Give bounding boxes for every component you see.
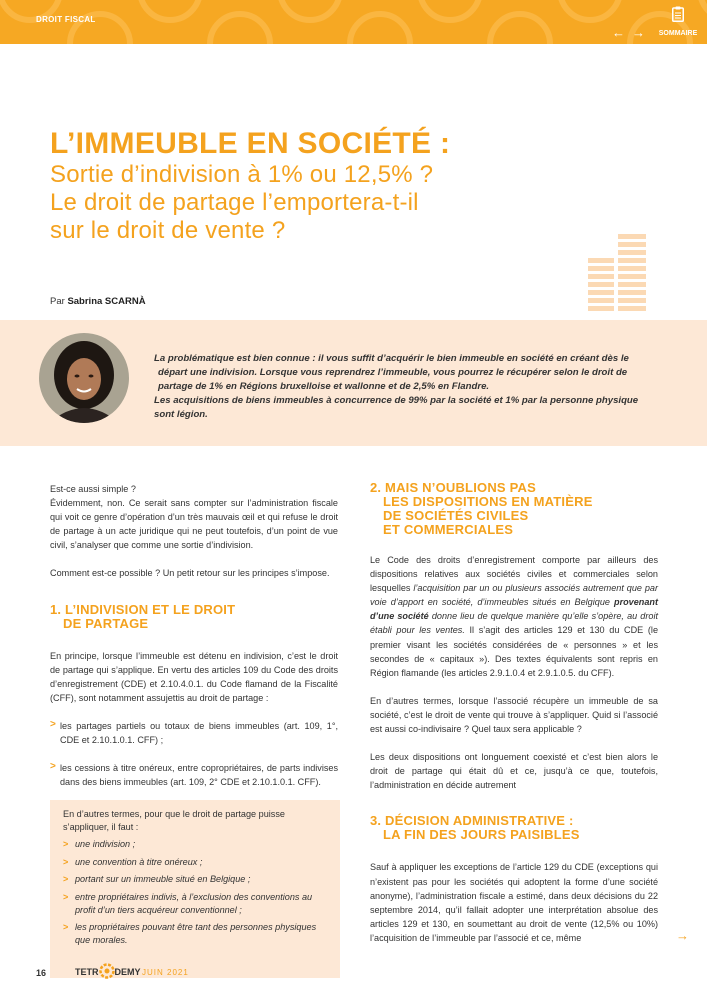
box-item-text: portant sur un immeuble situé en Belgique ;: [75, 874, 251, 885]
issue-date: JUIN 2021: [142, 968, 189, 977]
box-item: [63, 856, 328, 869]
section-heading-3: [370, 814, 658, 842]
section-heading-1: [50, 603, 338, 631]
clipboard-icon: [672, 6, 684, 22]
box-item-text: une convention à titre onéreux ;: [75, 856, 203, 867]
title-sub-line-2: Le droit de partage l’emportera-t-il: [50, 189, 419, 216]
intro-line-2: départ une indivision. Lorsque vous reprendrez l’immeuble, vous pourrez le récupérer selon le droit de: [158, 367, 628, 378]
sommaire-label: SOMMAIRE: [658, 30, 698, 37]
logo-text-right: DEMY: [114, 967, 141, 977]
heading-line: DE PARTAGE: [63, 615, 149, 631]
heading-line: LES DISPOSITIONS EN MATIÈRE: [383, 494, 593, 509]
tetrademy-logo: [75, 963, 141, 979]
bullet-icon: >: [63, 856, 69, 867]
box-item-text: les propriétaires pouvant être tant des personnes physiques que morales.: [75, 922, 317, 945]
list-item-text: les partages partiels ou totaux de biens immeubles (art. 109, 1°, CDE et 2.10.1.0.1. CFF) ;: [60, 720, 338, 746]
box-item: [63, 921, 328, 946]
next-page-icon[interactable]: →: [632, 25, 645, 40]
logo-gear-icon: [99, 963, 115, 979]
text-run-bold-italic: provenant d’une société: [370, 597, 658, 622]
paragraph: Sauf à appliquer les exceptions de l’article 129 du CDE (exceptions qui n’existent pas pour les sociétés qui adoptent la forme d’une société anonyme), l’administration fiscale a estimé, dans deux décisions du 22 septembre 2014, qu’il fallait adopter une interprétation absolue des articles 129 et 130, en soumettant au droit de vente (12,5% ou 10%) l’acquisition de l’immeuble par l’associé et ce, même: [370, 862, 658, 943]
heading-line: LA FIN DES JOURS PAISIBLES: [383, 827, 580, 843]
box-item: [63, 873, 328, 886]
bullet-icon: >: [50, 718, 56, 730]
heading-line: 2. MAIS N’OUBLIONS PAS: [370, 480, 536, 495]
intro-line-1: La problématique est bien connue : il vous suffit d’acquérir le bien immeuble en société en créant dès le: [154, 353, 629, 364]
paragraph: En principe, lorsque l’immeuble est détenu en indivision, c’est le droit de partage qui s’applique. En vertu des articles 109 du Code des droits d’enregistrement (CDE) et 2.10.4.0.1. du Code flamand de la Fiscalité (CFF), sont notamment assujettis au droit de partage :: [50, 650, 338, 703]
right-column: [370, 481, 658, 945]
title-sub-line-3: sur le droit de vente ?: [50, 217, 286, 244]
author-name: Sabrina SCARNÀ: [67, 296, 146, 307]
intro-line-3: partage de 1% en Régions bruxelloise et wallonne et de 2,5% en Flandre.: [158, 381, 490, 392]
text-run-italic: donne lieu de quelque manière qu’elle s’opère, au droit établi pour les ventes.: [370, 611, 658, 636]
bullet-icon: >: [63, 874, 69, 885]
intro-line-4: Les acquisitions de biens immeubles à concurrence de 99% par la société et 1% par la personne physique: [154, 395, 639, 406]
paragraph: Les deux dispositions ont longuement coexisté et c’est bien alors le droit de partage qui était dû et ce, jusqu’à ce que, toutefois, l’administration en décide autrement: [370, 752, 658, 791]
bullet-icon: >: [63, 839, 69, 850]
paragraph: Comment est-ce possible ? Un petit retour sur les principes s’impose.: [50, 568, 330, 579]
header-pattern: [0, 0, 707, 44]
box-item: [63, 891, 328, 916]
box-item: [63, 838, 328, 851]
heading-line: 3. DÉCISION ADMINISTRATIVE :: [370, 813, 574, 829]
list-item: [50, 719, 338, 747]
text-run: Il s’agit des articles 129 et 130 du CDE (le premier visant les sociétés considérées de « personnes » et les secondes de « capitaux »). Des textes équivalents sont repris en Région flamande (les articles 2.9.1.0.4 et 2.9.1.0.5. du CFF).: [370, 625, 659, 678]
bullet-icon: >: [63, 891, 69, 902]
author-prefix: Par: [50, 296, 65, 307]
intro-text: [154, 352, 659, 422]
header-bar: [0, 0, 707, 44]
previous-page-icon[interactable]: ←: [612, 25, 625, 40]
logo-text-left: TETR: [75, 967, 99, 977]
text-run: Le Code des droits d’enregistrement comporte par ailleurs des dispositions relatives aux sociétés civiles et commerciales selon lesquelles: [370, 555, 658, 594]
list-item-text: les cessions à titre onéreux, entre copropriétaires, de parts indivises dans des biens immeubles (art. 109, 2° CDE et 2.10.1.0.1. CFF).: [60, 763, 338, 788]
box-item-text: entre propriétaires indivis, à l’exclusion des conventions au profit d’un tiers acquéreur conventionnel ;: [75, 891, 313, 915]
author-photo: [39, 333, 129, 423]
title-sub-line-1: Sortie d’indivision à 1% ou 12,5% ?: [50, 161, 434, 188]
text-run-italic: l’acquisition par un ou plusieurs associés autrement que par voie d’apport en société, d’immeubles situés en Belgique: [370, 583, 658, 608]
decorative-buildings: [588, 228, 648, 318]
section-heading-2: [370, 481, 658, 537]
heading-line: 1. L’INDIVISION ET LE DROIT: [50, 601, 236, 617]
sommaire-button[interactable]: [653, 6, 703, 40]
bullet-icon: >: [63, 922, 69, 933]
continue-arrow-icon[interactable]: →: [676, 928, 689, 943]
conditions-box: [50, 800, 340, 978]
section-label: DROIT FISCAL: [36, 15, 96, 24]
article-title: [50, 127, 650, 245]
left-column: [50, 482, 338, 789]
box-intro: En d’autres termes, pour que le droit de partage puisse s’appliquer, il faut :: [63, 809, 285, 832]
heading-line: DE SOCIÉTÉS CIVILES: [383, 508, 529, 523]
paragraph: [370, 553, 658, 680]
page-number: 16: [36, 968, 47, 978]
intro-line-5: sont légion.: [154, 409, 208, 420]
list-item: [50, 761, 338, 789]
title-main: L’IMMEUBLE EN SOCIÉTÉ :: [50, 127, 451, 160]
heading-line: ET COMMERCIALES: [383, 522, 514, 537]
paragraph: En d’autres termes, lorsque l’associé récupère un immeuble de sa société, c’est le droit de vente qui trouve à s’appliquer. Quid si l’associé est aussi co-indivisaire ? Quel taux sera applicable ?: [370, 695, 658, 735]
author-byline: [50, 296, 146, 307]
bullet-icon: >: [50, 761, 56, 773]
box-item-text: une indivision ;: [75, 839, 136, 850]
paragraph: Évidemment, non. Ce serait sans compter sur l’administration fiscale qui voit ce genre d’opération d’un très mauvais œil et qui refuse le droit de partage à un acte juridique qui ne peut toutefois, d’un point de vue civil, s’analyser que comme une sortie d’indivision.: [50, 498, 338, 551]
paragraph: Est-ce aussi simple ?: [50, 484, 136, 494]
